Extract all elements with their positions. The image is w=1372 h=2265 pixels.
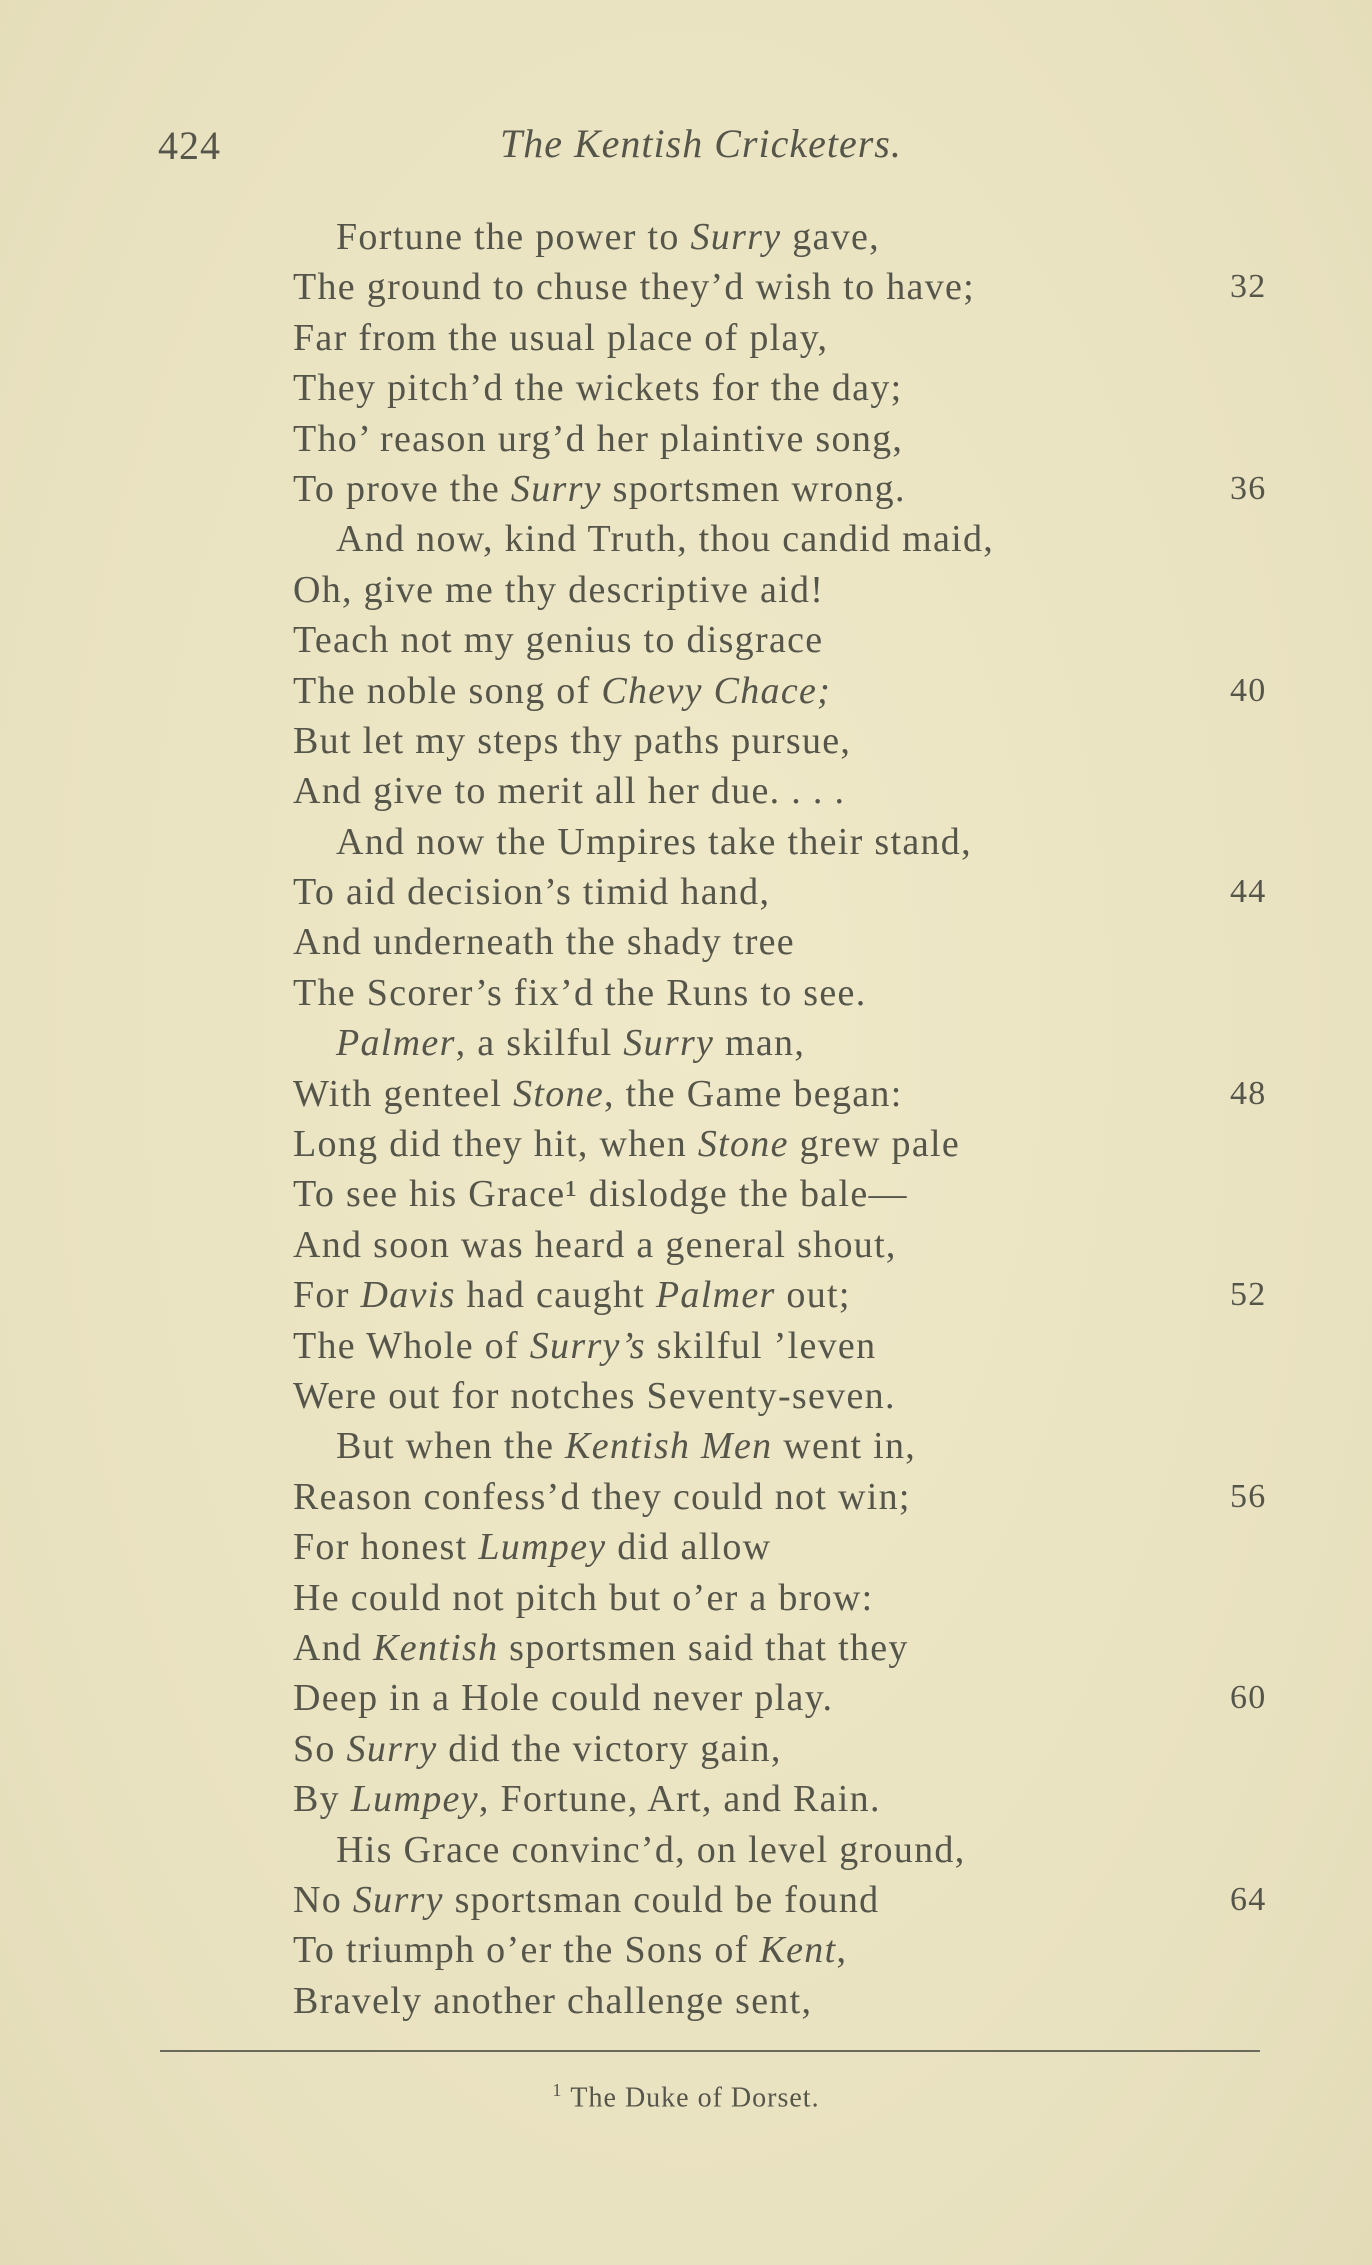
poem-line	[293, 464, 1293, 514]
poem-line	[293, 1421, 1293, 1471]
poem-line	[293, 1522, 1293, 1572]
poem-line	[293, 1371, 1293, 1421]
poem-line	[293, 968, 1293, 1018]
line-text: ,	[836, 1929, 848, 1972]
running-title: The Kentish Cricketers.	[500, 121, 902, 166]
italic-text: Stone	[697, 1123, 789, 1166]
line-text: did allow	[606, 1526, 772, 1569]
line-text: For	[293, 1274, 361, 1317]
line-text: Far from the usual place of play,	[293, 316, 829, 359]
line-number: 32	[1230, 268, 1267, 306]
poem-line	[293, 817, 1293, 867]
poem-line	[293, 1169, 1293, 1219]
line-text: And soon was heard a general shout,	[293, 1223, 897, 1266]
poem-line	[293, 716, 1293, 766]
line-text: , a skilful	[455, 1022, 624, 1065]
poem-line	[293, 1270, 1293, 1320]
line-text: went in,	[772, 1425, 917, 1468]
line-text: Deep in a Hole could never play.	[293, 1677, 834, 1720]
italic-text: Palmer	[655, 1274, 776, 1317]
poem-text	[293, 212, 1293, 2026]
italic-text: Surry’s	[529, 1324, 646, 1367]
poem-line	[293, 212, 1293, 262]
line-text: And give to merit all her due. . . .	[293, 770, 846, 813]
line-text: , the Game began:	[604, 1072, 903, 1115]
poem-line	[293, 514, 1293, 564]
italic-text: Davis	[360, 1274, 456, 1317]
italic-text: Kentish Men	[565, 1425, 773, 1468]
line-number: 40	[1230, 671, 1267, 709]
poem-line	[293, 1825, 1293, 1875]
line-text: gave,	[781, 216, 880, 258]
line-text: To prove the	[293, 467, 511, 510]
poem-line	[293, 1673, 1293, 1723]
poem-line	[293, 1119, 1293, 1169]
line-text: , Fortune, Art, and Rain.	[478, 1778, 881, 1821]
line-text: He could not pitch but o’er a brow:	[293, 1576, 874, 1619]
line-number: 44	[1230, 873, 1267, 911]
line-text: did the victory gain,	[437, 1727, 782, 1770]
footnote-text: The Duke of Dorset.	[570, 2082, 820, 2114]
line-text: sportsmen wrong.	[601, 467, 906, 510]
line-text: Were out for notches Seventy-seven.	[293, 1374, 896, 1417]
line-text: To see his Grace¹ dislodge the bale—	[293, 1173, 908, 1216]
line-text: out;	[775, 1274, 851, 1317]
footnote-marker: 1	[552, 2080, 563, 2100]
line-text: The Whole of	[293, 1324, 530, 1367]
line-text: So	[293, 1727, 347, 1770]
line-text: No	[293, 1878, 353, 1921]
italic-text: Surry	[623, 1022, 715, 1065]
line-text: sportsman could be found	[443, 1878, 880, 1921]
poem-line	[293, 565, 1293, 615]
line-text: man,	[714, 1022, 806, 1065]
line-text: Teach not my genius to disgrace	[293, 619, 824, 662]
line-text: But when the	[336, 1425, 566, 1468]
footnote-divider	[160, 2050, 1260, 2052]
line-text: And underneath the shady tree	[293, 921, 795, 964]
poem-line	[293, 1724, 1293, 1774]
line-text: For honest	[293, 1526, 479, 1569]
line-text: To aid decision’s timid hand,	[293, 871, 771, 914]
poem-line	[293, 363, 1293, 413]
line-text: Bravely another challenge sent,	[293, 1979, 813, 2022]
poem-line	[293, 1321, 1293, 1371]
line-text: sportsmen said that they	[498, 1626, 909, 1669]
line-number: 52	[1230, 1276, 1267, 1314]
line-text: Tho’ reason urg’d her plaintive song,	[293, 417, 904, 460]
poem-line	[293, 917, 1293, 967]
poem-line	[293, 1976, 1293, 2026]
poem-line	[293, 313, 1293, 363]
line-text: They pitch’d the wickets for the day;	[293, 367, 903, 410]
line-text: By	[293, 1778, 351, 1821]
line-text: And now the Umpires take their stand,	[336, 820, 972, 863]
line-text: Oh, give me thy descriptive aid!	[293, 568, 825, 611]
line-text: The Scorer’s fix’d the Runs to see.	[293, 971, 867, 1014]
line-text: With genteel	[293, 1072, 514, 1115]
line-number: 64	[1230, 1880, 1267, 1918]
line-text: And	[293, 1626, 374, 1669]
poem-line	[293, 1925, 1293, 1975]
poem-line	[293, 1069, 1293, 1119]
poem-line	[293, 867, 1293, 917]
line-text: skilful ’leven	[645, 1324, 877, 1367]
footnote	[0, 2080, 1372, 2114]
line-number: 48	[1230, 1074, 1267, 1112]
italic-text: Surry	[352, 1878, 444, 1921]
poem-line	[293, 1472, 1293, 1522]
poem-line	[293, 1623, 1293, 1673]
poem-line	[293, 1573, 1293, 1623]
line-text: And now, kind Truth, thou candid maid,	[336, 518, 995, 561]
poem-line	[293, 615, 1293, 665]
line-number: 60	[1230, 1679, 1267, 1717]
line-text: Reason confess’d they could not win;	[293, 1475, 911, 1518]
poem-line	[293, 1220, 1293, 1270]
italic-text: Surry	[510, 467, 602, 510]
italic-text: Palmer	[336, 1022, 456, 1065]
line-text: His Grace convinc’d, on level ground,	[336, 1828, 966, 1871]
italic-text: Lumpey	[478, 1526, 607, 1569]
line-text: The noble song of	[293, 669, 602, 712]
page-number: 424	[158, 123, 221, 168]
poem-line	[293, 414, 1293, 464]
line-number: 36	[1230, 469, 1267, 507]
poem-line	[293, 766, 1293, 816]
poem-line	[293, 1875, 1293, 1925]
poem-line	[293, 666, 1293, 716]
line-text: But let my steps thy paths pursue,	[293, 719, 852, 762]
poem-line	[293, 1774, 1293, 1824]
poem-line	[293, 262, 1293, 312]
line-text: grew pale	[788, 1123, 961, 1166]
italic-text: Chevy Chace;	[601, 669, 832, 712]
line-text: Long did they hit, when	[293, 1123, 698, 1166]
italic-text: Surry	[346, 1727, 438, 1770]
line-text: To triumph o’er the Sons of	[293, 1929, 760, 1972]
italic-text: Lumpey	[350, 1778, 479, 1821]
italic-text: Kent	[759, 1929, 837, 1972]
line-text: had caught	[455, 1274, 656, 1317]
line-text: The ground to chuse they’d wish to have;	[293, 266, 976, 309]
line-number: 56	[1230, 1477, 1267, 1515]
line-text: Fortune the power to	[336, 216, 691, 258]
italic-text: Kentish	[373, 1626, 499, 1669]
italic-text: Surry	[690, 216, 782, 258]
poem-line	[293, 1018, 1293, 1068]
italic-text: Stone	[513, 1072, 605, 1115]
